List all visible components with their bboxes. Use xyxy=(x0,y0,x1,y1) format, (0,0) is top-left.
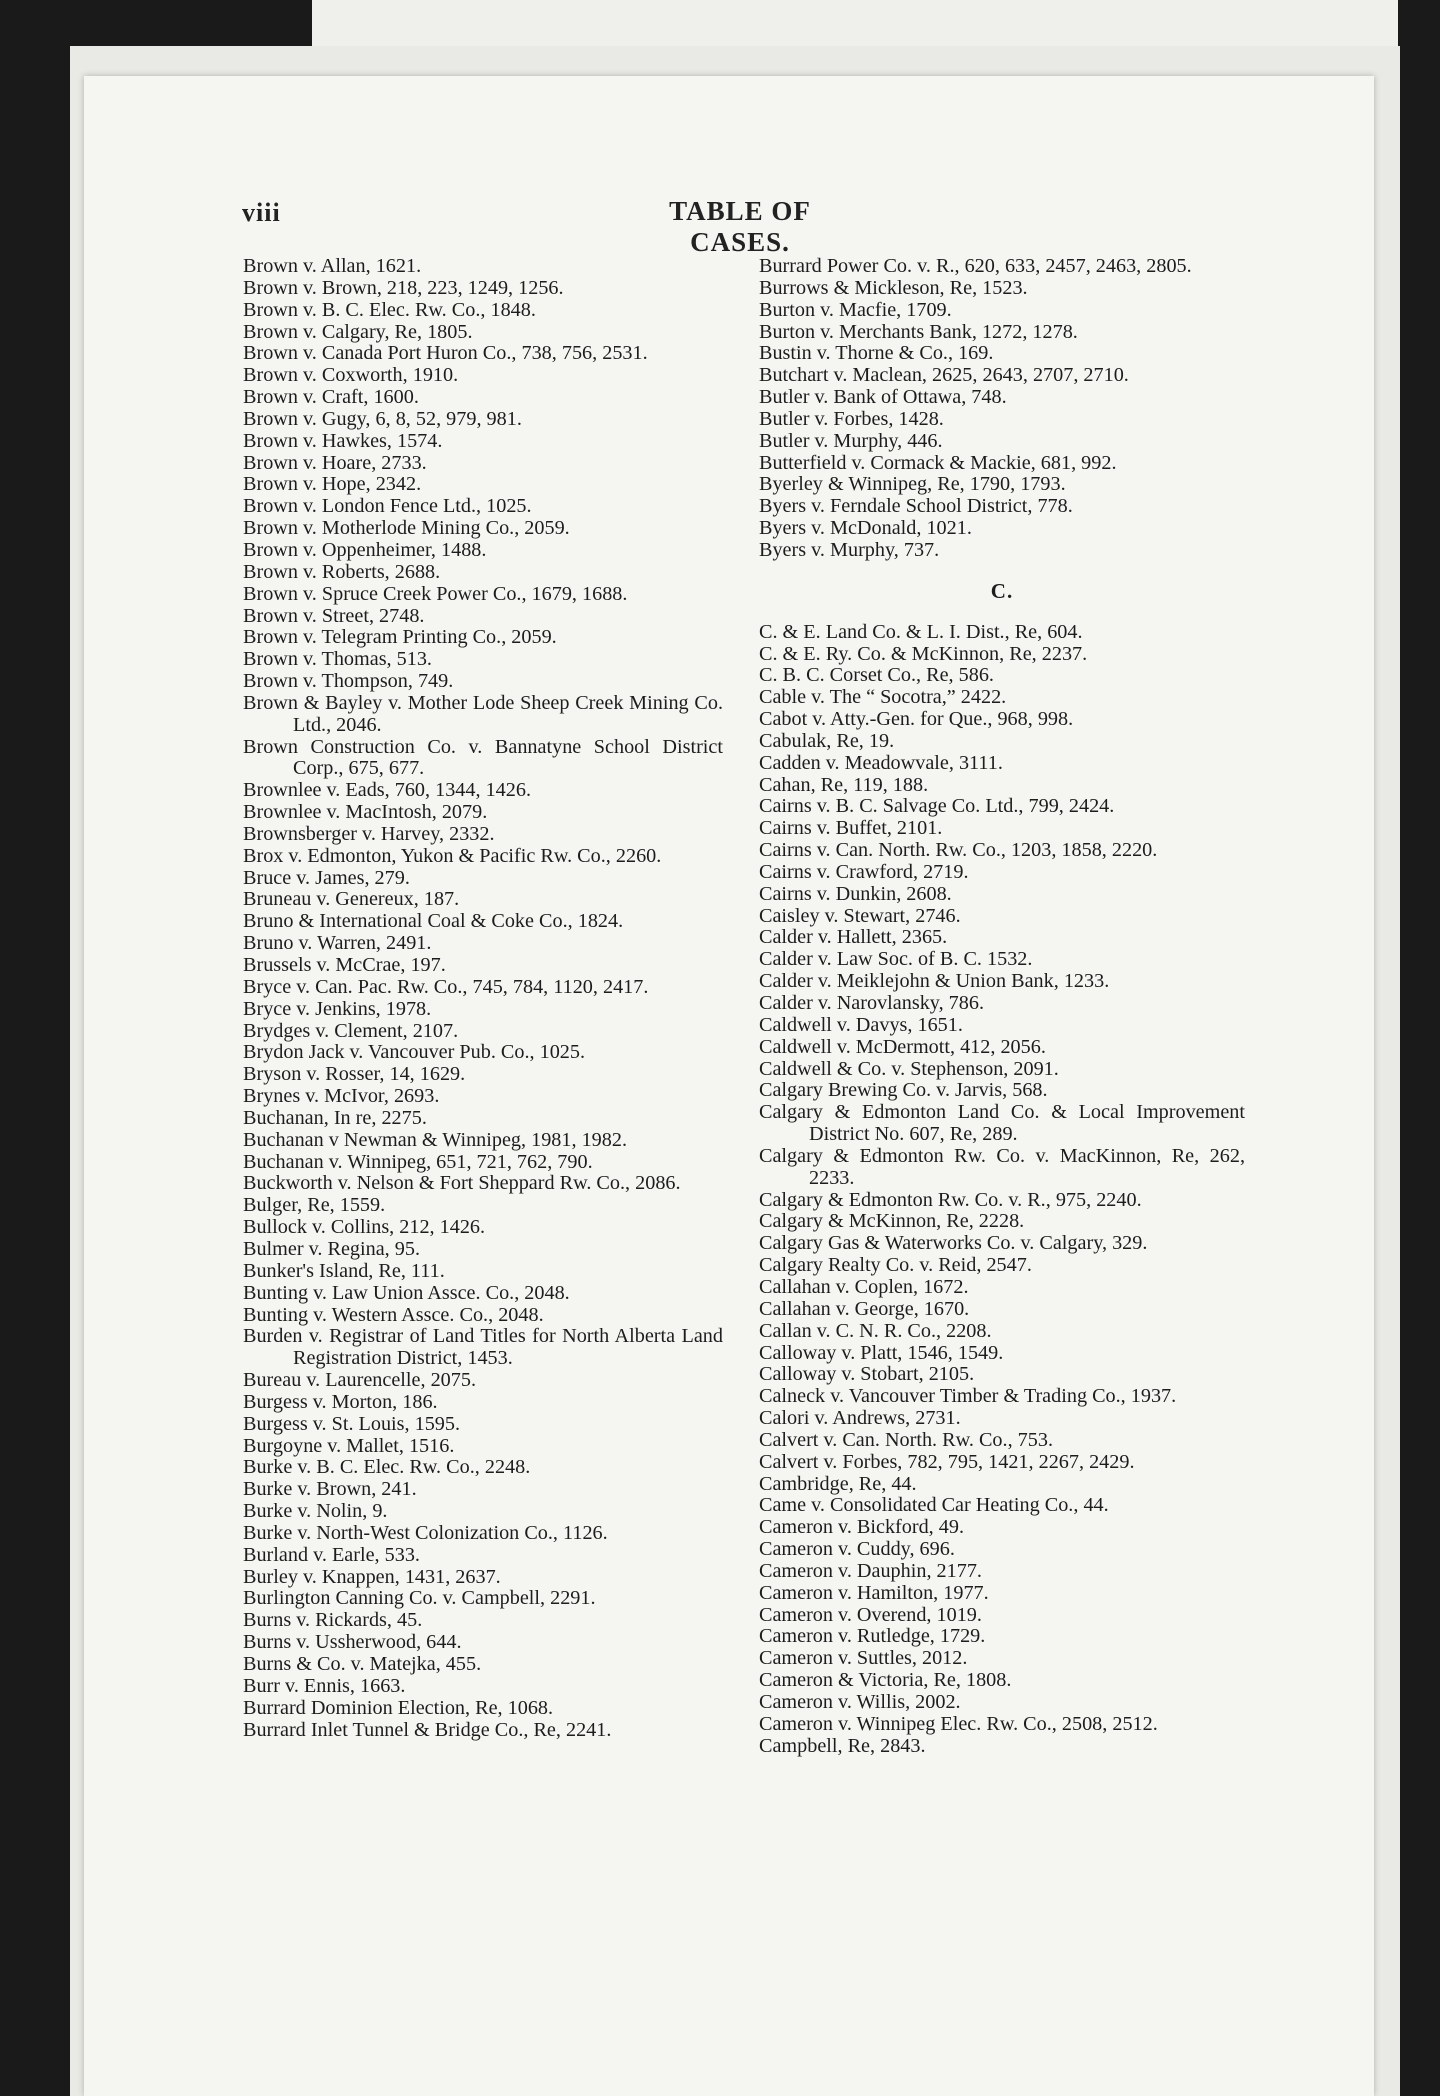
case-entry: Burgess v. Morton, 186. xyxy=(243,1390,438,1413)
case-entry: Brown v. Canada Port Huron Co., 738, 756, 2531. xyxy=(243,342,648,365)
case-entry: Burke v. B. C. Elec. Rw. Co., 2248. xyxy=(243,1456,531,1479)
case-entry: Cairns v. Buffet, 2101. xyxy=(759,817,943,840)
case-entry: Buckworth v. Nelson & Fort Sheppard Rw. Co., 2086. xyxy=(243,1172,681,1195)
case-entry: Calder v. Law Soc. of B. C. 1532. xyxy=(759,948,1033,971)
case-entry: Burke v. Nolin, 9. xyxy=(243,1500,388,1523)
case-entry: Cameron v. Dauphin, 2177. xyxy=(759,1559,982,1582)
case-entry: Calvert v. Can. North. Rw. Co., 753. xyxy=(759,1428,1053,1451)
case-entry: Bunting v. Law Union Assce. Co., 2048. xyxy=(243,1281,570,1304)
case-entry: Brox v. Edmonton, Yukon & Pacific Rw. Co., 2260. xyxy=(243,844,662,867)
case-entry: Cameron & Victoria, Re, 1808. xyxy=(759,1669,1012,1692)
case-entry: Burrard Power Co. v. R., 620, 633, 2457, 2463, 2805. xyxy=(759,255,1192,277)
case-entry: Brown v. B. C. Elec. Rw. Co., 1848. xyxy=(243,298,536,321)
case-entry: Bryce v. Can. Pac. Rw. Co., 745, 784, 1120, 2417. xyxy=(243,975,649,998)
case-entry: Cabulak, Re, 19. xyxy=(759,729,895,752)
case-entry: Bruce v. James, 279. xyxy=(243,866,410,889)
case-entry: Byers v. McDonald, 1021. xyxy=(759,517,972,540)
case-entry: Brown v. Hoare, 2733. xyxy=(243,451,427,474)
case-entry: Brownsberger v. Harvey, 2332. xyxy=(243,822,495,845)
case-entry: Calgary & Edmonton Rw. Co. v. MacKinnon, Re, 262, 2233. xyxy=(759,1144,1245,1189)
case-entry: Butler v. Murphy, 446. xyxy=(759,429,943,452)
case-entry: Byerley & Winnipeg, Re, 1790, 1793. xyxy=(759,473,1066,496)
case-entry: Calneck v. Vancouver Timber & Trading Co., 1937. xyxy=(759,1385,1177,1408)
case-entry: Bureau v. Laurencelle, 2075. xyxy=(243,1369,476,1392)
case-entry: Calgary & Edmonton Rw. Co. v. R., 975, 2240. xyxy=(759,1188,1142,1211)
case-entry: Brown v. Motherlode Mining Co., 2059. xyxy=(243,517,570,540)
case-entry: Calgary Realty Co. v. Reid, 2547. xyxy=(759,1254,1032,1277)
right-column-b-entries xyxy=(759,256,1245,562)
case-entry: Burland v. Earle, 533. xyxy=(243,1543,420,1566)
case-entry: Burden v. Registrar of Land Titles for North Alberta Land Registration District, 1453. xyxy=(243,1325,723,1370)
case-entry: Burgess v. St. Louis, 1595. xyxy=(243,1412,461,1435)
case-entry: Burrard Dominion Election, Re, 1068. xyxy=(243,1696,554,1719)
case-entry: Cameron v. Rutledge, 1729. xyxy=(759,1625,986,1648)
case-entry: Burns & Co. v. Matejka, 455. xyxy=(243,1653,482,1675)
case-entry: Byers v. Ferndale School District, 778. xyxy=(759,495,1073,518)
case-entry: Cameron v. Overend, 1019. xyxy=(759,1603,982,1626)
section-heading-c: C. xyxy=(990,578,1014,603)
case-entry: Brown v. Thomas, 513. xyxy=(243,648,432,671)
right-column xyxy=(759,256,1245,1758)
case-entry: Byers v. Murphy, 737. xyxy=(759,538,940,561)
case-entry: Callan v. C. N. R. Co., 2208. xyxy=(759,1319,992,1342)
case-entry: Brown v. Thompson, 749. xyxy=(243,670,454,693)
case-entry: Brown v. Oppenheimer, 1488. xyxy=(243,538,487,561)
case-entry: Calder v. Meiklejohn & Union Bank, 1233. xyxy=(759,970,1110,993)
case-entry: Bruno v. Warren, 2491. xyxy=(243,932,432,955)
case-entry: Burrard Inlet Tunnel & Bridge Co., Re, 2241. xyxy=(243,1718,612,1741)
case-entry: C. B. C. Corset Co., Re, 586. xyxy=(759,664,994,687)
case-entry: Burton v. Macfie, 1709. xyxy=(759,298,952,321)
case-entry: C. & E. Ry. Co. & McKinnon, Re, 2237. xyxy=(759,642,1088,665)
case-entry: Bustin v. Thorne & Co., 169. xyxy=(759,342,994,365)
case-entry: Calgary Brewing Co. v. Jarvis, 568. xyxy=(759,1079,1048,1102)
case-entry: Brownlee v. MacIntosh, 2079. xyxy=(243,801,488,824)
case-entry: Brown v. Brown, 218, 223, 1249, 1256. xyxy=(243,276,564,299)
case-entry: Brown Construction Co. v. Bannatyne School District Corp., 675, 677. xyxy=(243,735,723,780)
case-entry: Cairns v. B. C. Salvage Co. Ltd., 799, 2424. xyxy=(759,795,1115,818)
case-entry: Brown & Bayley v. Mother Lode Sheep Creek Mining Co. Ltd., 2046. xyxy=(243,691,723,736)
case-entry: Calgary & Edmonton Land Co. & Local Improvement District No. 607, Re, 289. xyxy=(759,1101,1245,1146)
case-entry: Brown v. London Fence Ltd., 1025. xyxy=(243,495,532,518)
case-entry: Butchart v. Maclean, 2625, 2643, 2707, 2710. xyxy=(759,364,1129,387)
case-entry: Cable v. The “ Socotra,” 2422. xyxy=(759,686,1007,709)
case-entry: Bullock v. Collins, 212, 1426. xyxy=(243,1216,486,1239)
case-entry: Burgoyne v. Mallet, 1516. xyxy=(243,1434,455,1457)
case-entry: Caldwell v. Davys, 1651. xyxy=(759,1013,963,1036)
case-entry: Brown v. Hope, 2342. xyxy=(243,473,422,496)
left-column xyxy=(243,256,723,1741)
case-entry: Brynes v. McIvor, 2693. xyxy=(243,1085,440,1108)
case-entry: Buchanan v Newman & Winnipeg, 1981, 1982. xyxy=(243,1128,627,1151)
case-entry: Callahan v. Coplen, 1672. xyxy=(759,1275,969,1298)
case-entry: Burns v. Rickards, 45. xyxy=(243,1609,423,1632)
case-entry: Brown v. Roberts, 2688. xyxy=(243,560,441,583)
case-entry: Brown v. Craft, 1600. xyxy=(243,386,419,409)
case-entry: Bulmer v. Regina, 95. xyxy=(243,1237,420,1260)
case-entry: Butterfield v. Cormack & Mackie, 681, 992. xyxy=(759,451,1117,474)
case-entry: Callahan v. George, 1670. xyxy=(759,1297,970,1320)
case-entry: Brown v. Street, 2748. xyxy=(243,604,425,627)
case-entry: Cadden v. Meadowvale, 3111. xyxy=(759,751,1003,774)
case-entry: Brussels v. McCrae, 197. xyxy=(243,954,446,976)
case-entry: Bryce v. Jenkins, 1978. xyxy=(243,997,432,1020)
case-entry: Brown v. Telegram Printing Co., 2059. xyxy=(243,626,557,649)
case-entry: Caldwell v. McDermott, 412, 2056. xyxy=(759,1035,1046,1058)
case-entry: Bryson v. Rosser, 14, 1629. xyxy=(243,1063,466,1086)
case-entry: Calgary & McKinnon, Re, 2228. xyxy=(759,1210,1025,1233)
case-entry: Cameron v. Bickford, 49. xyxy=(759,1516,965,1539)
case-entry: Cairns v. Crawford, 2719. xyxy=(759,860,969,883)
case-entry: Bruneau v. Genereux, 187. xyxy=(243,888,460,911)
case-entry: Cameron v. Suttles, 2012. xyxy=(759,1647,968,1670)
case-entry: Calvert v. Forbes, 782, 795, 1421, 2267, 2429. xyxy=(759,1450,1135,1473)
page-number: viii xyxy=(242,198,281,227)
case-entry: Brown v. Calgary, Re, 1805. xyxy=(243,320,473,343)
case-entry: Cameron v. Hamilton, 1977. xyxy=(759,1581,989,1604)
case-entry: Bunting v. Western Assce. Co., 2048. xyxy=(243,1303,544,1326)
case-entry: Bunker's Island, Re, 111. xyxy=(243,1259,445,1282)
case-entry: Butler v. Forbes, 1428. xyxy=(759,407,944,430)
case-entry: Burlington Canning Co. v. Campbell, 2291. xyxy=(243,1587,596,1610)
case-entry: Caldwell & Co. v. Stephenson, 2091. xyxy=(759,1057,1059,1080)
case-entry: Brown v. Spruce Creek Power Co., 1679, 1688. xyxy=(243,582,628,605)
case-entry: Butler v. Bank of Ottawa, 748. xyxy=(759,386,1007,409)
case-entry: Buchanan, In re, 2275. xyxy=(243,1106,427,1129)
case-entry: Cairns v. Can. North. Rw. Co., 1203, 1858, 2220. xyxy=(759,839,1158,862)
page-title: TABLE OF CASES. xyxy=(669,196,811,257)
right-column-c-entries xyxy=(759,622,1245,1758)
case-entry: Brydon Jack v. Vancouver Pub. Co., 1025. xyxy=(243,1041,586,1064)
case-entry: Buchanan v. Winnipeg, 651, 721, 762, 790. xyxy=(243,1150,593,1173)
case-entry: Cambridge, Re, 44. xyxy=(759,1472,917,1495)
case-entry: Burke v. Brown, 241. xyxy=(243,1478,417,1501)
case-entry: Caisley v. Stewart, 2746. xyxy=(759,904,961,927)
case-entry: Brownlee v. Eads, 760, 1344, 1426. xyxy=(243,779,532,802)
case-entry: Cameron v. Winnipeg Elec. Rw. Co., 2508, 2512. xyxy=(759,1712,1158,1735)
case-entry: Calori v. Andrews, 2731. xyxy=(759,1407,961,1430)
case-entry: Cabot v. Atty.-Gen. for Que., 968, 998. xyxy=(759,708,1074,731)
case-entry: Calgary Gas & Waterworks Co. v. Calgary, 329. xyxy=(759,1232,1148,1255)
case-entry: Brydges v. Clement, 2107. xyxy=(243,1019,459,1042)
case-entry: Brown v. Coxworth, 1910. xyxy=(243,364,459,387)
case-entry: Bulger, Re, 1559. xyxy=(243,1194,386,1217)
case-entry: Cameron v. Willis, 2002. xyxy=(759,1691,961,1713)
case-entry: Brown v. Hawkes, 1574. xyxy=(243,429,443,452)
case-entry: Brown v. Gugy, 6, 8, 52, 979, 981. xyxy=(243,407,522,430)
case-entry: Burrows & Mickleson, Re, 1523. xyxy=(759,276,1028,299)
case-entry: Calloway v. Stobart, 2105. xyxy=(759,1363,975,1386)
case-entry: Burns v. Ussherwood, 644. xyxy=(243,1631,462,1654)
case-entry: Cameron v. Cuddy, 696. xyxy=(759,1538,955,1561)
case-entry: Came v. Consolidated Car Heating Co., 44. xyxy=(759,1494,1109,1517)
case-entry: Cahan, Re, 119, 188. xyxy=(759,773,929,796)
case-entry: Burton v. Merchants Bank, 1272, 1278. xyxy=(759,320,1078,343)
case-entry: Bruno & International Coal & Coke Co., 1824. xyxy=(243,910,624,933)
case-entry: Calder v. Narovlansky, 786. xyxy=(759,992,984,1014)
case-entry: Calloway v. Platt, 1546, 1549. xyxy=(759,1341,1004,1364)
case-entry: Cairns v. Dunkin, 2608. xyxy=(759,882,952,905)
case-entry: C. & E. Land Co. & L. I. Dist., Re, 604. xyxy=(759,620,1083,643)
case-entry: Burley v. Knappen, 1431, 2637. xyxy=(243,1565,501,1588)
case-entry: Calder v. Hallett, 2365. xyxy=(759,926,948,949)
case-entry: Burke v. North-West Colonization Co., 1126. xyxy=(243,1521,608,1544)
case-entry: Brown v. Allan, 1621. xyxy=(243,255,422,277)
case-entry: Burr v. Ennis, 1663. xyxy=(243,1674,406,1697)
case-entry: Campbell, Re, 2843. xyxy=(759,1734,926,1757)
